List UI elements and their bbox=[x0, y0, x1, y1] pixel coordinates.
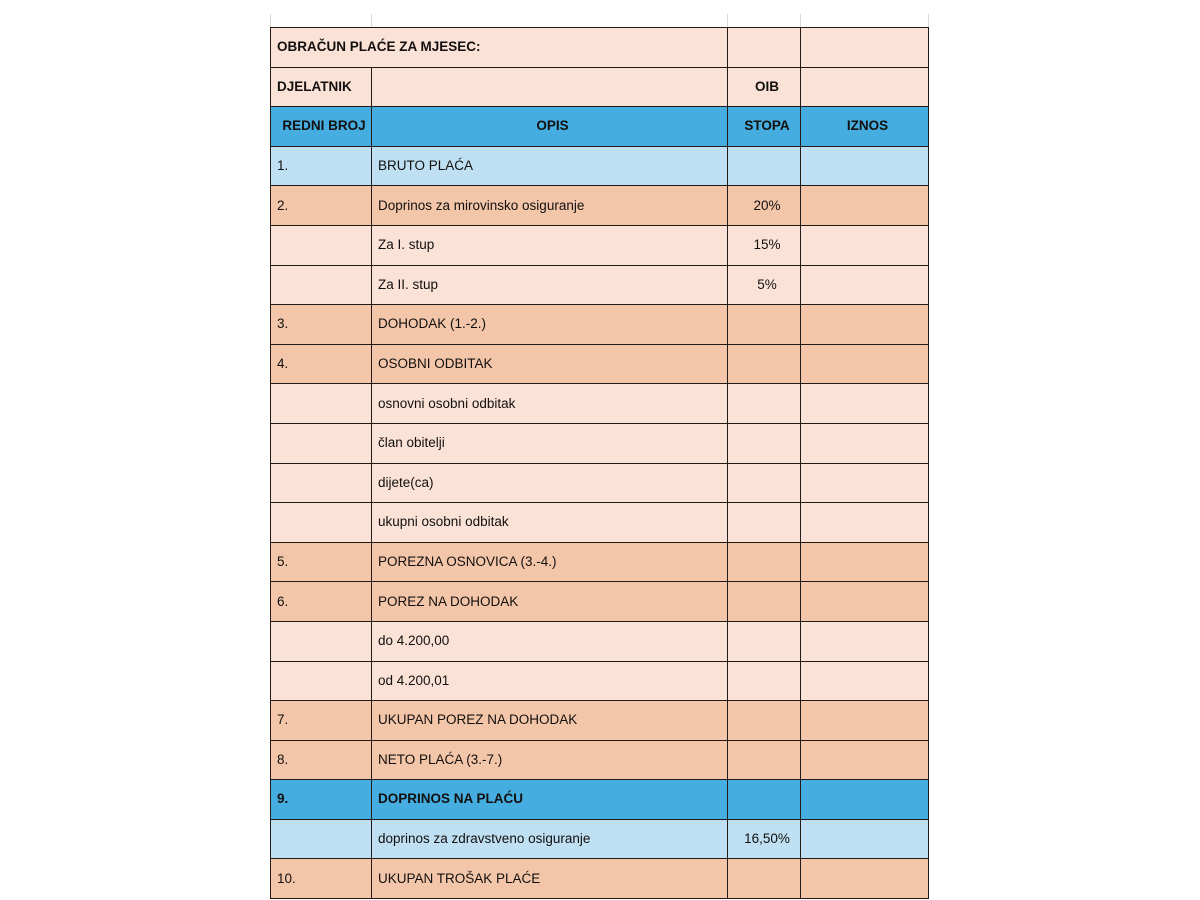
row-description-cell[interactable]: Doprinos za mirovinsko osiguranje bbox=[372, 186, 728, 226]
row-rate-cell[interactable] bbox=[728, 859, 801, 899]
table-row bbox=[271, 265, 929, 305]
row-number-cell[interactable] bbox=[271, 423, 372, 463]
row-number-cell[interactable]: 1. bbox=[271, 146, 372, 186]
row-amount-cell[interactable] bbox=[801, 146, 929, 186]
row-number-cell[interactable]: 9. bbox=[271, 780, 372, 820]
row-amount-cell[interactable] bbox=[801, 305, 929, 345]
row-number-cell[interactable]: 8. bbox=[271, 740, 372, 780]
table-row bbox=[271, 146, 929, 186]
payroll-title-amount-cell[interactable] bbox=[801, 28, 929, 68]
table-row bbox=[271, 582, 929, 622]
column-tick-mark bbox=[800, 14, 801, 27]
oib-value-cell[interactable] bbox=[801, 67, 929, 107]
column-header-opis[interactable]: OPIS bbox=[372, 107, 728, 147]
row-number-cell[interactable]: 5. bbox=[271, 542, 372, 582]
row-number-cell[interactable] bbox=[271, 384, 372, 424]
row-rate-cell[interactable]: 5% bbox=[728, 265, 801, 305]
row-number-cell[interactable] bbox=[271, 265, 372, 305]
table-row bbox=[271, 701, 929, 741]
row-rate-cell[interactable] bbox=[728, 384, 801, 424]
row-amount-cell[interactable] bbox=[801, 344, 929, 384]
row-rate-cell[interactable]: 16,50% bbox=[728, 819, 801, 859]
row-amount-cell[interactable] bbox=[801, 621, 929, 661]
row-amount-cell[interactable] bbox=[801, 859, 929, 899]
row-number-cell[interactable]: 2. bbox=[271, 186, 372, 226]
row-description-cell[interactable]: DOPRINOS NA PLAĆU bbox=[372, 780, 728, 820]
column-tick-mark bbox=[928, 14, 929, 27]
row-number-cell[interactable]: 10. bbox=[271, 859, 372, 899]
employee-label-cell[interactable]: DJELATNIK bbox=[271, 67, 372, 107]
row-description-cell[interactable]: UKUPAN TROŠAK PLAĆE bbox=[372, 859, 728, 899]
row-rate-cell[interactable] bbox=[728, 305, 801, 345]
row-number-cell[interactable] bbox=[271, 503, 372, 543]
row-description-cell[interactable]: do 4.200,00 bbox=[372, 621, 728, 661]
table-row bbox=[271, 819, 929, 859]
table-row bbox=[271, 305, 929, 345]
row-amount-cell[interactable] bbox=[801, 661, 929, 701]
row-amount-cell[interactable] bbox=[801, 265, 929, 305]
row-description-cell[interactable]: DOHODAK (1.-2.) bbox=[372, 305, 728, 345]
column-header-iznos[interactable]: IZNOS bbox=[801, 107, 929, 147]
payroll-rows-body bbox=[271, 146, 929, 898]
column-tick-mark bbox=[270, 14, 271, 27]
table-row bbox=[271, 661, 929, 701]
table-row bbox=[271, 542, 929, 582]
row-description-cell[interactable]: Za II. stup bbox=[372, 265, 728, 305]
row-description-cell[interactable]: član obitelji bbox=[372, 423, 728, 463]
row-description-cell[interactable]: Za I. stup bbox=[372, 225, 728, 265]
row-number-cell[interactable]: 4. bbox=[271, 344, 372, 384]
table-row bbox=[271, 225, 929, 265]
column-header-stopa[interactable]: STOPA bbox=[728, 107, 801, 147]
row-amount-cell[interactable] bbox=[801, 819, 929, 859]
row-amount-cell[interactable] bbox=[801, 542, 929, 582]
table-row bbox=[271, 186, 929, 226]
row-rate-cell[interactable] bbox=[728, 146, 801, 186]
row-description-cell[interactable]: ukupni osobni odbitak bbox=[372, 503, 728, 543]
table-row bbox=[271, 344, 929, 384]
row-rate-cell[interactable] bbox=[728, 503, 801, 543]
row-amount-cell[interactable] bbox=[801, 780, 929, 820]
row-rate-cell[interactable] bbox=[728, 780, 801, 820]
payroll-title-cell[interactable]: OBRAČUN PLAĆE ZA MJESEC: bbox=[271, 28, 728, 68]
table-row-title bbox=[271, 28, 929, 68]
row-rate-cell[interactable] bbox=[728, 701, 801, 741]
table-row bbox=[271, 503, 929, 543]
row-rate-cell[interactable] bbox=[728, 344, 801, 384]
row-amount-cell[interactable] bbox=[801, 384, 929, 424]
row-description-cell[interactable]: UKUPAN POREZ NA DOHODAK bbox=[372, 701, 728, 741]
table-row bbox=[271, 384, 929, 424]
payroll-calculation-table bbox=[270, 27, 929, 899]
row-rate-cell[interactable]: 20% bbox=[728, 186, 801, 226]
column-tick-mark bbox=[371, 14, 372, 27]
row-rate-cell[interactable] bbox=[728, 463, 801, 503]
table-header-row bbox=[271, 107, 929, 147]
table-row bbox=[271, 740, 929, 780]
table-row bbox=[271, 859, 929, 899]
row-number-cell[interactable] bbox=[271, 225, 372, 265]
row-description-cell[interactable]: OSOBNI ODBITAK bbox=[372, 344, 728, 384]
column-header-redni-broj[interactable]: REDNI BROJ bbox=[271, 107, 372, 147]
row-description-cell[interactable]: dijete(ca) bbox=[372, 463, 728, 503]
row-number-cell[interactable]: 3. bbox=[271, 305, 372, 345]
row-amount-cell[interactable] bbox=[801, 423, 929, 463]
table-row-employee bbox=[271, 67, 929, 107]
row-number-cell[interactable]: 7. bbox=[271, 701, 372, 741]
row-rate-cell[interactable] bbox=[728, 661, 801, 701]
row-description-cell[interactable]: od 4.200,01 bbox=[372, 661, 728, 701]
row-rate-cell[interactable]: 15% bbox=[728, 225, 801, 265]
row-rate-cell[interactable] bbox=[728, 542, 801, 582]
row-amount-cell[interactable] bbox=[801, 463, 929, 503]
row-rate-cell[interactable] bbox=[728, 582, 801, 622]
column-tick-mark bbox=[727, 14, 728, 27]
table-row bbox=[271, 621, 929, 661]
row-number-cell[interactable] bbox=[271, 661, 372, 701]
row-rate-cell[interactable] bbox=[728, 423, 801, 463]
table-row bbox=[271, 780, 929, 820]
row-rate-cell[interactable] bbox=[728, 621, 801, 661]
row-description-cell[interactable]: POREZ NA DOHODAK bbox=[372, 582, 728, 622]
oib-label-cell[interactable]: OIB bbox=[728, 67, 801, 107]
row-description-cell[interactable]: osnovni osobni odbitak bbox=[372, 384, 728, 424]
row-number-cell[interactable] bbox=[271, 463, 372, 503]
table-row bbox=[271, 423, 929, 463]
row-number-cell[interactable] bbox=[271, 621, 372, 661]
employee-name-cell[interactable] bbox=[372, 67, 728, 107]
payroll-title-rate-cell[interactable] bbox=[728, 28, 801, 68]
row-amount-cell[interactable] bbox=[801, 740, 929, 780]
row-amount-cell[interactable] bbox=[801, 582, 929, 622]
row-description-cell[interactable]: POREZNA OSNOVICA (3.-4.) bbox=[372, 542, 728, 582]
row-number-cell[interactable] bbox=[271, 819, 372, 859]
table-row bbox=[271, 463, 929, 503]
row-description-cell[interactable]: doprinos za zdravstveno osiguranje bbox=[372, 819, 728, 859]
row-amount-cell[interactable] bbox=[801, 225, 929, 265]
row-description-cell[interactable]: NETO PLAĆA (3.-7.) bbox=[372, 740, 728, 780]
row-number-cell[interactable]: 6. bbox=[271, 582, 372, 622]
row-amount-cell[interactable] bbox=[801, 186, 929, 226]
row-description-cell[interactable]: BRUTO PLAĆA bbox=[372, 146, 728, 186]
row-rate-cell[interactable] bbox=[728, 740, 801, 780]
row-amount-cell[interactable] bbox=[801, 503, 929, 543]
row-amount-cell[interactable] bbox=[801, 701, 929, 741]
